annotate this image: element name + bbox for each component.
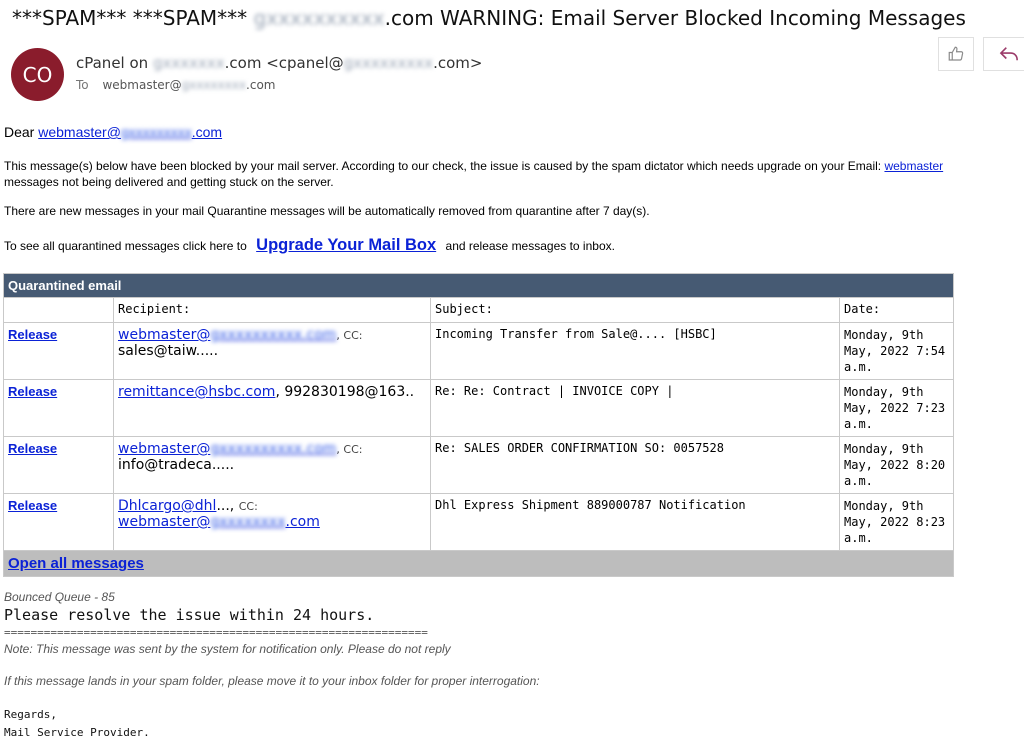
greeting-link-suffix: .com [191,124,223,140]
para1-email-link[interactable]: webmaster [884,159,944,173]
row-date: Monday, 9th May, 2022 7:54 a.m. [840,323,954,380]
recipient-link[interactable] [118,327,336,343]
cc-link-redacted: gxxxxxxxx [210,514,286,530]
header-subject: Subject: [431,298,840,323]
sender-address-part: .com <cpanel@ [224,54,344,72]
greeting-text: Dear [4,124,39,140]
upgrade-post-text: and release messages to inbox. [445,239,615,253]
greeting [4,124,222,140]
para1-line2: messages not being delivered and getting stuck on the server. [4,175,334,189]
cc-email-link[interactable] [118,514,320,530]
recipient-address: webmaster@ [118,441,211,457]
sender-redacted-email: gxxxxxxxxx [343,54,434,72]
quarantine-table [3,273,954,577]
paragraph-upgrade [4,236,615,255]
table-row [4,437,954,494]
row-subject: Re: Re: Contract | INVOICE COPY | [431,380,840,437]
upgrade-pre-text: To see all quarantined messages click here to [4,239,247,253]
signature: Mail Service Provider. [4,726,150,739]
header-release [4,298,114,323]
cc-address: info@tradeca..... [118,457,235,473]
divider-line: ================================================================ [4,626,428,639]
row-date: Monday, 9th May, 2022 8:23 a.m. [840,494,954,551]
table-row [4,323,954,380]
table-header-row [4,298,954,323]
cc-text: CC: [343,443,363,456]
recipient-link[interactable]: Dhlcargo@dhl [118,498,217,514]
greeting-link-redacted: gxxxxxxxxx [120,124,192,140]
subject-redacted-domain: gxxxxxxxxxx [253,6,385,30]
recipient-link[interactable] [118,441,336,457]
greeting-email-link[interactable] [38,124,222,140]
release-link[interactable]: Release [8,327,58,342]
reply-arrow-icon [998,45,1020,63]
release-link[interactable]: Release [8,441,58,456]
email-subject [12,6,966,30]
cc-label: CC: [238,500,258,513]
to-address-suffix: .com [246,78,276,92]
recipient-line [76,78,276,92]
sender-name: cPanel on [76,54,149,72]
cc-address: sales@taiw..... [118,343,219,359]
paragraph-quarantine: There are new messages in your mail Quarantine messages will be automatically removed from quarantine after 7 day(s). [4,204,650,218]
subject-spam-prefix: ***SPAM*** ***SPAM*** [12,6,248,30]
spam-folder-note: If this message lands in your spam folder, please move it to your inbox folder for proper interrogation: [4,674,540,688]
release-link[interactable]: Release [8,498,58,513]
recipient-ellipsis: ..., [216,498,235,514]
row-subject: Re: SALES ORDER CONFIRMATION SO: 0057528 [431,437,840,494]
to-address[interactable]: webmaster@ [102,78,182,92]
to-redacted-domain: gxxxxxxxx [181,78,247,92]
sender-avatar[interactable] [11,48,64,101]
like-button[interactable] [938,37,974,71]
header-recipient: Recipient: [114,298,431,323]
subject-text: .com WARNING: Email Server Blocked Incoming Messages [384,6,966,30]
resolve-notice: Please resolve the issue within 24 hours. [4,606,375,624]
para1-text: This message(s) below have been blocked by your mail server. According to our check, the issue is caused by the spam dictator which needs upgrade on your Email: [4,159,885,173]
sender-line[interactable] [76,54,482,72]
recipient-link[interactable]: remittance@hsbc.com [118,384,276,400]
row-subject: Incoming Transfer from Sale@.... [HSBC] [431,323,840,380]
open-all-messages-link[interactable]: Open all messages [8,555,144,572]
release-link[interactable]: Release [8,384,58,399]
system-note: Note: This message was sent by the system for notification only. Please do not reply [4,642,451,656]
header-date: Date: [840,298,954,323]
table-title: Quarantined email [4,274,954,298]
paragraph-blocked [4,158,943,190]
reply-button[interactable] [983,37,1024,71]
table-row [4,380,954,437]
sender-address-end: .com> [433,54,483,72]
greeting-link-prefix: webmaster@ [38,124,121,140]
recipient-redacted: gxxxxxxxxxx.com [210,327,337,343]
upgrade-mailbox-link[interactable]: Upgrade Your Mail Box [256,236,437,254]
cc-text: CC: [343,329,363,342]
row-date: Monday, 9th May, 2022 8:20 a.m. [840,437,954,494]
avatar-initials: CO [22,62,53,87]
cc-address: , 992830198@163.. [275,384,415,400]
cc-label: , CC: [336,443,363,456]
to-label: To [76,78,89,92]
sender-redacted-domain: gxxxxxxx [152,54,225,72]
thumbs-up-icon [947,45,965,63]
row-subject: Dhl Express Shipment 889000787 Notification [431,494,840,551]
table-row [4,494,954,551]
bounced-queue: Bounced Queue - 85 [4,590,115,604]
cc-link-prefix: webmaster@ [118,514,211,530]
row-date: Monday, 9th May, 2022 7:23 a.m. [840,380,954,437]
regards: Regards, [4,708,57,721]
cc-link-suffix: .com [285,514,320,530]
recipient-address: webmaster@ [118,327,211,343]
recipient-redacted: gxxxxxxxxxx.com [210,441,337,457]
cc-label: , CC: [336,329,363,342]
